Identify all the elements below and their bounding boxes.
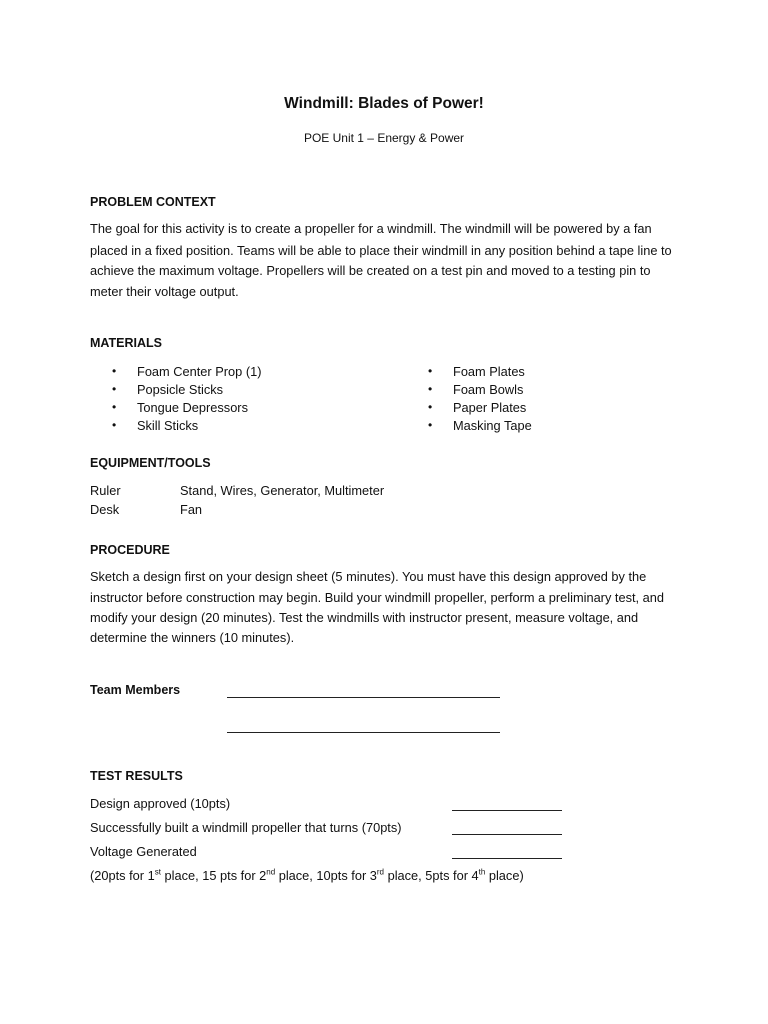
equipment-heading: EQUIPMENT/TOOLS xyxy=(90,456,211,470)
material-label: Tongue Depressors xyxy=(137,400,248,415)
points-text: place, 10pts for 3 xyxy=(275,868,377,883)
test-result-item: Design approved (10pts) xyxy=(90,796,231,811)
bullet-icon: • xyxy=(428,364,433,378)
material-label: Skill Sticks xyxy=(137,418,199,433)
equipment-item: Stand, Wires, Generator, Multimeter xyxy=(180,483,385,498)
problem-context-line: achieve the maximum voltage. Propellers will be created on a test pin and moved to a testing pin to xyxy=(90,263,651,278)
placement-points-note xyxy=(90,866,524,887)
bullet-icon: • xyxy=(112,382,117,396)
points-text: place, 5pts for 4 xyxy=(384,868,479,883)
score-blank-line[interactable] xyxy=(452,858,562,859)
material-label: Foam Bowls xyxy=(453,382,524,397)
equipment-item: Ruler xyxy=(90,483,121,498)
material-label: Masking Tape xyxy=(453,418,532,433)
team-member-blank-line[interactable] xyxy=(227,697,500,698)
bullet-icon: • xyxy=(112,400,117,414)
ordinal-suffix: nd xyxy=(266,867,276,877)
materials-heading: MATERIALS xyxy=(90,336,162,350)
points-text: place, 15 pts for 2 xyxy=(160,868,267,883)
procedure-heading: PROCEDURE xyxy=(90,543,170,557)
score-blank-line[interactable] xyxy=(452,810,562,811)
problem-context-line: The goal for this activity is to create a propeller for a windmill. The windmill will be powered by a fan xyxy=(90,221,652,236)
ordinal-suffix: rd xyxy=(376,867,385,877)
material-label: Foam Center Prop (1) xyxy=(137,364,262,379)
bullet-icon: • xyxy=(428,382,433,396)
bullet-icon: • xyxy=(428,418,433,432)
equipment-item: Fan xyxy=(180,502,203,517)
procedure-line: Sketch a design first on your design sheet (5 minutes). You must have this design approved by the xyxy=(90,569,647,584)
bullet-icon: • xyxy=(428,400,433,414)
material-label: Foam Plates xyxy=(453,364,525,379)
bullet-icon: • xyxy=(112,418,117,432)
test-result-item: Voltage Generated xyxy=(90,844,197,859)
ordinal-suffix: st xyxy=(154,867,161,877)
problem-context-heading: PROBLEM CONTEXT xyxy=(90,195,216,209)
team-member-blank-line[interactable] xyxy=(227,732,500,733)
material-label: Paper Plates xyxy=(453,400,527,415)
problem-context-line: placed in a fixed position. Teams will be able to place their windmill in any position behind a tape line to xyxy=(90,243,672,258)
bullet-icon: • xyxy=(112,364,117,378)
test-result-item: Successfully built a windmill propeller that turns (70pts) xyxy=(90,820,402,835)
points-text: (20pts for 1 xyxy=(90,868,155,883)
points-text: place) xyxy=(485,868,524,883)
score-blank-line[interactable] xyxy=(452,834,562,835)
equipment-item: Desk xyxy=(90,502,120,517)
test-results-heading: TEST RESULTS xyxy=(90,769,183,783)
problem-context-line: meter their voltage output. xyxy=(90,284,239,299)
team-members-label: Team Members xyxy=(90,683,181,697)
ordinal-suffix: th xyxy=(478,867,486,877)
document-subtitle: POE Unit 1 – Energy & Power xyxy=(303,131,465,145)
material-label: Popsicle Sticks xyxy=(137,382,224,397)
procedure-line: modify your design (20 minutes). Test the windmills with instructor present, measure voltage, and xyxy=(90,610,639,625)
procedure-line: instructor before construction may begin. Build your windmill propeller, perform a preliminary test, and xyxy=(90,590,664,605)
procedure-line: determine the winners (10 minutes). xyxy=(90,630,295,645)
document-title: Windmill: Blades of Power! xyxy=(284,95,484,112)
